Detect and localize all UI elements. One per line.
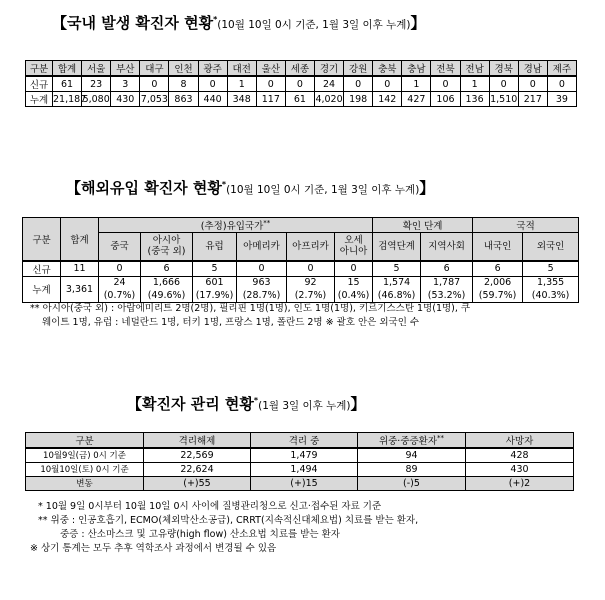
cell: 1,510 (490, 93, 518, 105)
sub-header: 오세 아니아 (335, 233, 373, 261)
cell: 22,624 (144, 462, 251, 476)
cell: 348 (227, 92, 256, 107)
cell: 전남 (460, 61, 489, 77)
bracket-close: 】 (419, 179, 435, 197)
cell: 인천 (169, 61, 198, 77)
cell: 39 (547, 92, 576, 107)
row-label: 신규 (26, 76, 53, 92)
sub-header: 아프리카 (287, 233, 335, 261)
cell: 5 (523, 261, 579, 277)
row-label: 누계 (26, 92, 53, 107)
cell: 1 (402, 76, 431, 92)
cell: 0 (99, 261, 141, 277)
overseas-title-sub: (10월 10일 0시 기준, 1월 3일 이후 누계) (226, 184, 420, 196)
header-row (26, 61, 577, 77)
cell: 117 (256, 92, 285, 107)
domestic-title (52, 12, 426, 33)
cell: 서울 (82, 61, 111, 77)
sub-header: 검역단계 (373, 233, 421, 261)
cell: 61 (285, 92, 314, 107)
cell: 대전 (227, 61, 256, 77)
col-header (251, 433, 358, 449)
col-header (144, 433, 251, 449)
cell: 0 (489, 76, 518, 92)
row-label: 구분 (26, 61, 53, 77)
cell: 0 (237, 261, 287, 277)
bracket-open: 【 (52, 14, 68, 32)
cell-pct: (46.8%) (373, 289, 421, 302)
cell: 2,006 (473, 276, 523, 289)
row-label: 변동 (26, 476, 144, 490)
cell: 22,569 (144, 448, 251, 462)
header-row (26, 433, 574, 449)
management-title-sub: (1월 3일 이후 누계) (258, 400, 351, 412)
col-gubun: 구분 (23, 218, 61, 261)
cell: 대구 (140, 61, 169, 77)
cell: 863 (169, 92, 198, 107)
country-footnote-mark: ** (263, 218, 271, 227)
cell: 울산 (256, 61, 285, 77)
cell: 1 (460, 76, 489, 92)
cell: 198 (344, 92, 373, 107)
cell: (+)2 (466, 476, 574, 490)
cell: 0 (285, 76, 314, 92)
overseas-title-text: 해외유입 확진자 현황 (81, 179, 222, 197)
cell: 0 (431, 76, 460, 92)
cell: 23 (82, 76, 111, 92)
cell: 세종 (285, 61, 314, 77)
cell: 6 (473, 261, 523, 277)
cell: 15 (335, 276, 373, 289)
cell: 광주 (198, 61, 227, 77)
cell: 0 (198, 76, 227, 92)
cell: 427 (402, 92, 431, 107)
cell: 1 (227, 76, 256, 92)
overseas-note (30, 302, 470, 330)
cell: 6 (141, 261, 193, 277)
col-header-label: 사망자 (505, 436, 534, 447)
change-row (26, 476, 574, 490)
cell: 경북 (489, 61, 518, 77)
cell: 24 (314, 76, 343, 92)
cell-pct: (17.9%) (193, 289, 237, 302)
cell: 0 (335, 261, 373, 277)
management-table (25, 432, 574, 491)
cell: 3 (111, 76, 140, 92)
cell: 136 (460, 92, 489, 107)
cell: 0 (256, 76, 285, 92)
cell: 601 (193, 276, 237, 289)
col-total: 합계 (61, 218, 99, 261)
col-header (26, 433, 144, 449)
cell: 강원 (344, 61, 373, 77)
note-1: * 10월 9일 0시부터 10월 10일 0시 사이에 질병관리청으로 신고·접수된 자료 기준 (38, 501, 382, 512)
row-new (23, 261, 579, 277)
note-4: ※ 상기 통계는 모두 추후 역학조사 과정에서 변경될 수 있음 (30, 543, 277, 554)
cell: 1,787 (421, 276, 473, 289)
sub-header: 아메리카 (237, 233, 287, 261)
cell: 92 (287, 276, 335, 289)
domestic-title-sub: (10월 10일 0시 기준, 1월 3일 이후 누계) (217, 19, 411, 31)
col-header-label: 격리 중 (288, 436, 320, 447)
cell: 0 (373, 76, 402, 92)
sub-header: 지역사회 (421, 233, 473, 261)
title-star: * (253, 396, 259, 405)
management-title (127, 393, 366, 414)
col-group-country (99, 218, 373, 233)
management-notes (30, 500, 419, 556)
cell: 0 (518, 76, 547, 92)
cell-pct: (53.2%) (421, 289, 473, 302)
overseas-note-line2: 웨이트 1명, 유럽 : 네덜란드 1명, 터키 1명, 프랑스 1명, 폴란드 2명 ※ 괄호 안은 외국인 수 (42, 317, 420, 328)
cell: 전북 (431, 61, 460, 77)
cell: 합계 (53, 61, 82, 77)
row-label: 10월10일(토) 0시 기준 (26, 462, 144, 476)
col-group-country-label: (추정)유입국가 (200, 221, 264, 232)
cell: 217 (518, 92, 547, 107)
cell-pct: (40.3%) (523, 289, 579, 302)
cell: 부산 (111, 61, 140, 77)
bracket-open: 【 (127, 395, 143, 413)
cell: 430 (111, 92, 140, 107)
title-star: * (213, 15, 218, 24)
cell: 1,666 (141, 276, 193, 289)
overseas-title (66, 177, 434, 198)
overseas-note-line1: ** 아시아(중국 외) : 아랍에미리트 2명(2명), 필리핀 1명(1명), 인도 1명(1명), 키르기스스탄 1명(1명), 쿠 (30, 303, 471, 314)
cell: 61 (53, 76, 82, 92)
cell: (-)5 (358, 476, 466, 490)
cell: 충남 (402, 61, 431, 77)
note-3: 중증 : 산소마스크 및 고유량(high flow) 산소요법 치료를 받는 환자 (60, 529, 340, 540)
cell: 142 (373, 92, 402, 107)
cell: 1,479 (251, 448, 358, 462)
cell: 0 (547, 76, 576, 92)
management-title-text: 확진자 관리 현황 (142, 395, 254, 413)
cell: 경남 (518, 61, 547, 77)
cell: 5 (373, 261, 421, 277)
cell-pct: (0.7%) (99, 289, 141, 302)
cell-pct: (49.6%) (141, 289, 193, 302)
col-group-nation: 국적 (473, 218, 579, 233)
cell: 1,574 (373, 276, 421, 289)
cell: 1,355 (523, 276, 579, 289)
cell: 5,080 (82, 93, 110, 105)
col-header-label: 구분 (75, 436, 94, 447)
sub-header: 중국 (99, 233, 141, 261)
cell: (+)15 (251, 476, 358, 490)
row-label-new: 신규 (23, 261, 61, 277)
data-row (26, 462, 574, 476)
cell: 0 (287, 261, 335, 277)
cell: 94 (358, 448, 466, 462)
cell: 21,187 (53, 93, 87, 105)
col-header (358, 433, 466, 449)
row-label-cum: 누계 (23, 276, 61, 302)
bracket-close: 】 (410, 14, 426, 32)
cell: (+)55 (144, 476, 251, 490)
header-footnote-mark: ** (437, 433, 445, 442)
domestic-table (25, 60, 577, 107)
sub-header: 내국인 (473, 233, 523, 261)
cell: 7,053 (140, 93, 168, 105)
row-label: 10월9일(금) 0시 기준 (26, 448, 144, 462)
cell: 428 (466, 448, 574, 462)
cell-pct: (0.4%) (335, 289, 373, 302)
cell: 5 (193, 261, 237, 277)
cell: 0 (344, 76, 373, 92)
sub-header: 아시아 (중국 외) (141, 233, 193, 261)
domestic-title-text: 국내 발생 확진자 현황 (67, 14, 214, 32)
cell: 경기 (314, 61, 343, 77)
note-2: ** 위중 : 인공호흡기, ECMO(체외막산소공급), CRRT(지속적신대체요법) 치료를 받는 환자, (38, 515, 419, 526)
data-row (26, 448, 574, 462)
cell: 6 (421, 261, 473, 277)
cell: 430 (466, 462, 574, 476)
cell: 8 (169, 76, 198, 92)
cell: 4,020 (315, 93, 343, 105)
sub-header: 유럽 (193, 233, 237, 261)
cell: 24 (99, 276, 141, 289)
overseas-table (22, 217, 579, 303)
bracket-close: 】 (350, 395, 366, 413)
cell: 89 (358, 462, 466, 476)
row-cum (23, 276, 579, 289)
cell: 440 (198, 92, 227, 107)
cell: 충북 (373, 61, 402, 77)
data-row (26, 92, 577, 107)
cell-pct: (59.7%) (473, 289, 523, 302)
cell-pct: (2.7%) (287, 289, 335, 302)
col-header-label: 격리해제 (178, 436, 216, 447)
cell: 11 (61, 261, 99, 277)
col-header (466, 433, 574, 449)
cell: 제주 (547, 61, 576, 77)
bracket-open: 【 (66, 179, 82, 197)
row-cum-pct (23, 289, 579, 302)
cell-pct: (28.7%) (237, 289, 287, 302)
cell: 106 (431, 92, 460, 107)
cell: 0 (140, 76, 169, 92)
col-header-label: 위중·중증환자 (378, 436, 438, 447)
cell: 963 (237, 276, 287, 289)
data-row (26, 76, 577, 92)
col-group-stage: 확인 단계 (373, 218, 473, 233)
cell: 1,494 (251, 462, 358, 476)
title-star: * (221, 180, 227, 189)
sub-header: 외국인 (523, 233, 579, 261)
cum-total: 3,361 (61, 276, 99, 302)
